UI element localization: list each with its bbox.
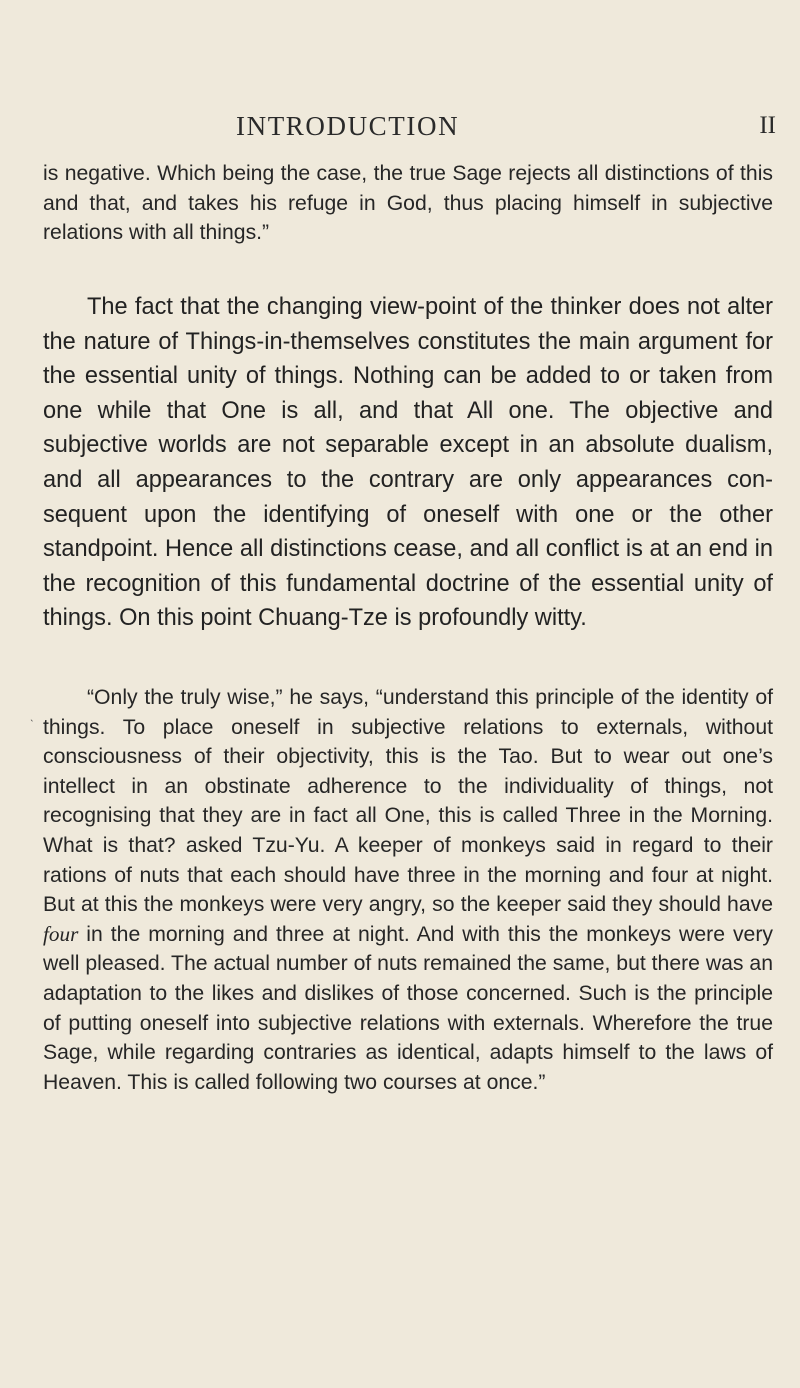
body-paragraph bbox=[43, 290, 773, 636]
continued-quotation-text: is negative. Which being the case, the true Sage rejects all distinctions of this and that, and takes his refuge in God, thus placing himself in subjective relations with all things.” bbox=[43, 162, 773, 244]
quotation-paragraph-text bbox=[43, 683, 773, 1097]
page-number: II bbox=[759, 112, 776, 139]
chapter-title: INTRODUCTION bbox=[236, 111, 460, 141]
printing-mark: ˎ bbox=[30, 708, 34, 722]
quotation-paragraph bbox=[43, 683, 773, 1097]
body-paragraph-text: The fact that the changing view-point of the thinker does not alter the nature of Things-in-themselves constitutes the main argument for the essential unity of things. Nothing can be added to or taken from one while that One is all, and that All one. The objective and subjective worlds are not separable except in an absolute dualism, and all appearances to the contrary are only appearances consequent upon the identifying of oneself with one or the other standpoint. Hence all distinctions cease, and all conflict is at an end in the recognition of this fundamental doctrine of the essential unity of things. On this point Chuang-Tze is profoundly witty. bbox=[43, 294, 773, 632]
quotation-text-end: in the morning and three at night. And with this the monkeys were very well pleased. The actual number of nuts remained the same, but there was an adaptation to the likes and dislikes of those concerned. Such is the principle of putting oneself into subjective relations with externals. Wherefore the true Sage, while regarding contraries as identical, adapts himself to the laws of Heaven. This is called following two courses at once.” bbox=[43, 922, 773, 1094]
quotation-text-start: “Only the truly wise,” he says, “understand this principle of the identity of things. To place oneself in subjective relations to externals, without consciousness of their objectivity, this is the Tao. But to wear out one’s intellect in an obstinate adherence to the individuality of things, not recognising that they are in fact all One, this is called Three in the Morning. What is that? asked Tzu-Yu. A keeper of monkeys said in regard to their rations of nuts that each should have three in the morning and four at night. But at this the monkeys were very angry, so the keeper said they should have bbox=[43, 686, 773, 917]
running-header bbox=[0, 111, 800, 141]
continued-quotation bbox=[43, 159, 773, 248]
italic-emphasis: four bbox=[43, 921, 79, 946]
